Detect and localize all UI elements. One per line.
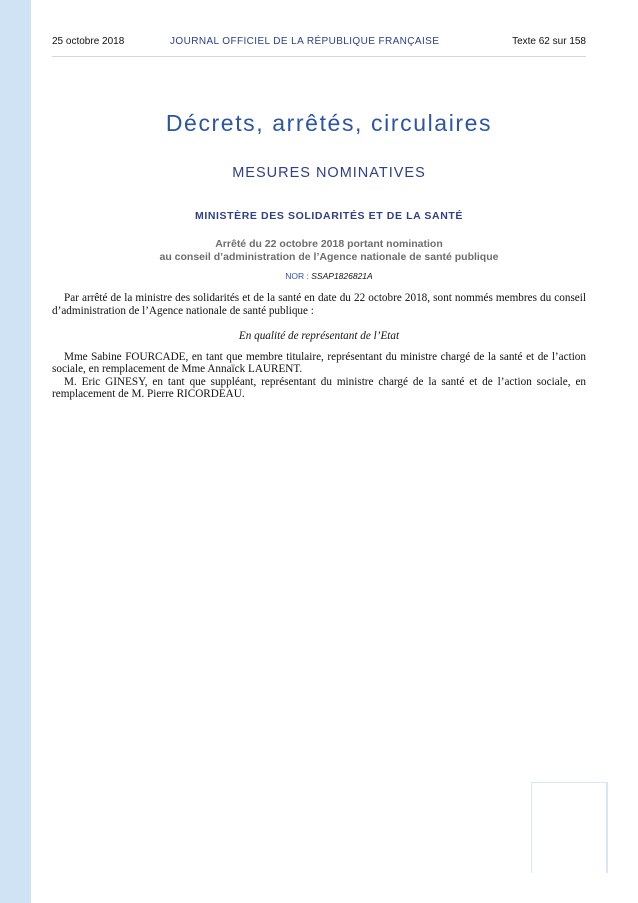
arrete-title-line-2: au conseil d’administration de l’Agence nationale de santé publique	[159, 251, 499, 263]
nor-code: SSAP1826821A	[311, 271, 373, 281]
header-date: 25 octobre 2018	[52, 36, 125, 47]
corner-decoration-edge	[606, 783, 608, 873]
arrete-title-line-1: Arrêté du 22 octobre 2018 portant nomination	[215, 238, 443, 250]
corner-decoration	[531, 782, 608, 873]
document-body	[52, 292, 586, 401]
nomination-paragraph-1: Mme Sabine FOURCADE, en tant que membre titulaire, représentant du ministre chargé de la santé et de l’action sociale, en remplacement de Mme Annaïck LAURENT.	[52, 350, 586, 375]
header-journal-title: JOURNAL OFFICIEL DE LA RÉPUBLIQUE FRANÇAISE	[170, 36, 440, 47]
qualite-heading: En qualité de représentant de l’Etat	[238, 330, 400, 342]
header-divider	[52, 56, 586, 57]
nomination-paragraph-2: M. Eric GINESY, en tant que suppléant, représentant du ministre chargé de la santé et de l’action sociale, en remplacement de M. Pierre RICORDEAU.	[52, 375, 586, 400]
section-title: Décrets, arrêtés, circulaires	[165, 110, 493, 136]
nor-label: NOR :	[285, 271, 312, 281]
ministry-heading: MINISTÈRE DES SOLIDARITÉS ET DE LA SANTÉ	[194, 210, 464, 222]
intro-paragraph: Par arrêté de la ministre des solidarités et de la santé en date du 22 octobre 2018, sont nommés membres du conseil d’administration de l’Agence nationale de santé publique :	[52, 292, 586, 317]
arrete-title	[0, 238, 638, 264]
nor-reference	[0, 271, 638, 281]
subsection-title: MESURES NOMINATIVES	[232, 165, 426, 181]
header-page-number: Texte 62 sur 158	[512, 36, 586, 47]
